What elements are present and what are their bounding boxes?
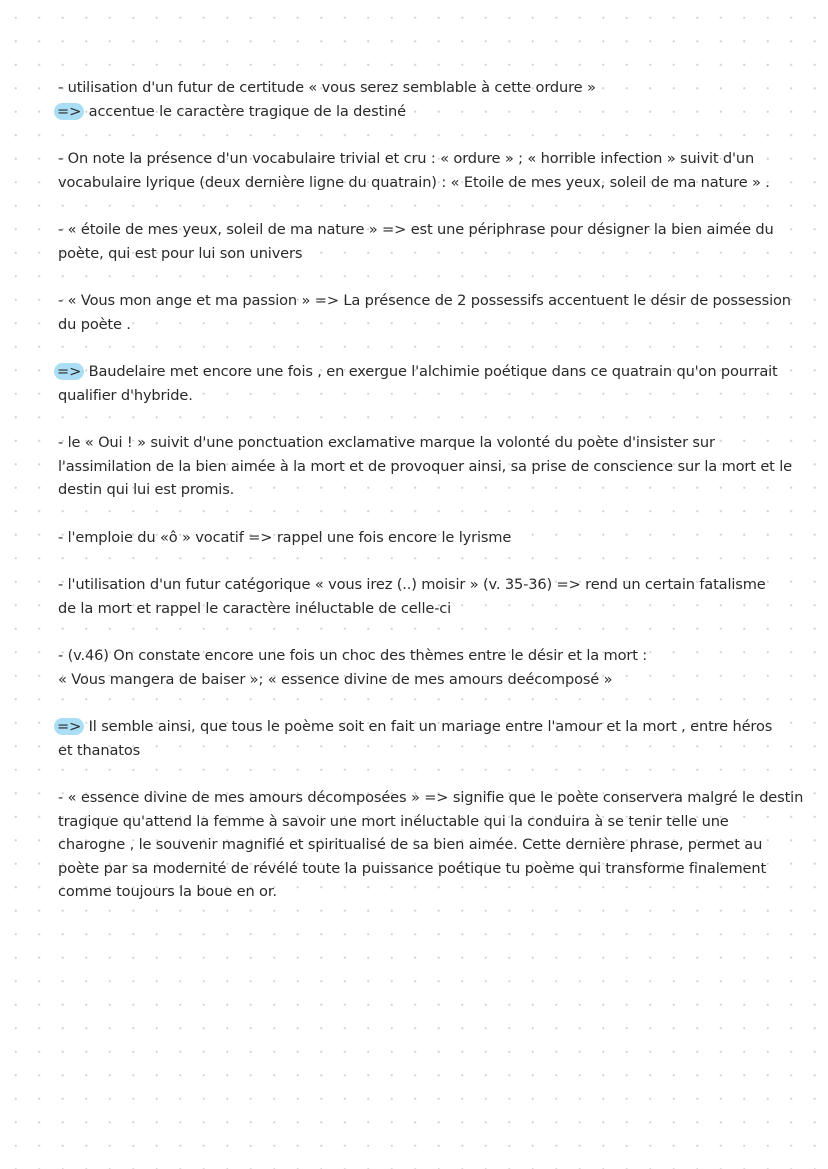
text-line: destin qui lui est promis. <box>58 481 235 498</box>
arrow-highlight: => <box>54 718 84 735</box>
text-line: charogne , le souvenir magnifié et spiritualisé de sa bien aimée. Cette dernière phrase, permet au <box>58 836 763 853</box>
paragraph-essence-divine <box>58 786 804 904</box>
text-line: poète, qui est pour lui son univers <box>58 244 303 262</box>
text-line: - « étoile de mes yeux, soleil de ma nature » => est une périphrase pour désigner la bien aimée du <box>58 221 774 238</box>
note-page <box>57 76 804 928</box>
text-fragment: Baudelaire met encore une fois , en exergue l'alchimie poétique dans ce quatrain qu'on pourrait <box>84 363 778 380</box>
paragraph-mariage <box>58 715 786 762</box>
text-line: - l'utilisation d'un futur catégorique « vous irez (..) moisir » (v. 35-36) => rend un certain fatalisme <box>58 576 766 593</box>
paragraph-periphrase <box>58 218 786 265</box>
text-fragment: accentue le caractère tragique de la destiné <box>84 102 406 120</box>
text-line: - l'emploie du «ô » vocatif => rappel une fois encore le lyrisme <box>58 528 512 546</box>
paragraph-possessifs <box>58 289 791 336</box>
text-line <box>58 100 786 124</box>
text-line: de la mort et rappel le caractère inéluctable de celle-ci <box>58 599 452 617</box>
paragraph-vocatif <box>58 526 786 550</box>
text-line: - « Vous mon ange et ma passion » => La présence de 2 possessifs accentuent le désir de possession <box>58 292 791 309</box>
text-line: du poète . <box>58 315 131 333</box>
paragraph-oui <box>58 431 792 502</box>
paragraph-vocabulary <box>58 147 786 194</box>
text-line: - (v.46) On constate encore une fois un choc des thèmes entre le désir et la mort : <box>58 647 648 664</box>
text-line: et thanatos <box>58 741 141 759</box>
text-line: - le « Oui ! » suivit d'une ponctuation exclamative marque la volonté du poète d'insister sur <box>58 434 715 451</box>
text-line: - On note la présence d'un vocabulaire trivial et cru : « ordure » ; « horrible infection » suivit d'un <box>58 150 755 167</box>
arrow-highlight: => <box>54 363 84 380</box>
text-line: « Vous mangera de baiser »; « essence divine de mes amours deécomposé » <box>58 670 613 688</box>
text-line <box>58 715 786 739</box>
paragraph-choc-themes <box>58 644 786 691</box>
text-line: tragique qu'attend la femme à savoir une mort inéluctable qui la conduira à se tenir telle une <box>58 812 729 830</box>
paragraph-future-certainty <box>58 76 786 123</box>
text-fragment: Il semble ainsi, que tous le poème soit en fait un mariage entre l'amour et la mort , entre héros <box>84 718 773 735</box>
text-line: vocabulaire lyrique (deux dernière ligne du quatrain) : « Etoile de mes yeux, soleil de ma nature » . <box>58 173 770 191</box>
text-line: comme toujours la boue en or. <box>58 883 277 900</box>
paragraph-futur-categorique <box>58 573 786 620</box>
text-line: qualifier d'hybride. <box>58 386 193 404</box>
text-line: - utilisation d'un futur de certitude « vous serez semblable à cette ordure » <box>58 79 596 96</box>
arrow-highlight: => <box>54 103 84 120</box>
text-line: poète par sa modernité de révélé toute la puissance poétique tu poème qui transforme finalement <box>58 859 767 877</box>
text-line: l'assimilation de la bien aimée à la mort et de provoquer ainsi, sa prise de conscience sur la mort et le <box>58 457 792 475</box>
paragraph-alchimie <box>58 360 786 407</box>
text-line <box>58 360 786 384</box>
text-line: - « essence divine de mes amours décomposées » => signifie que le poète conservera malgré le destin <box>58 789 804 806</box>
